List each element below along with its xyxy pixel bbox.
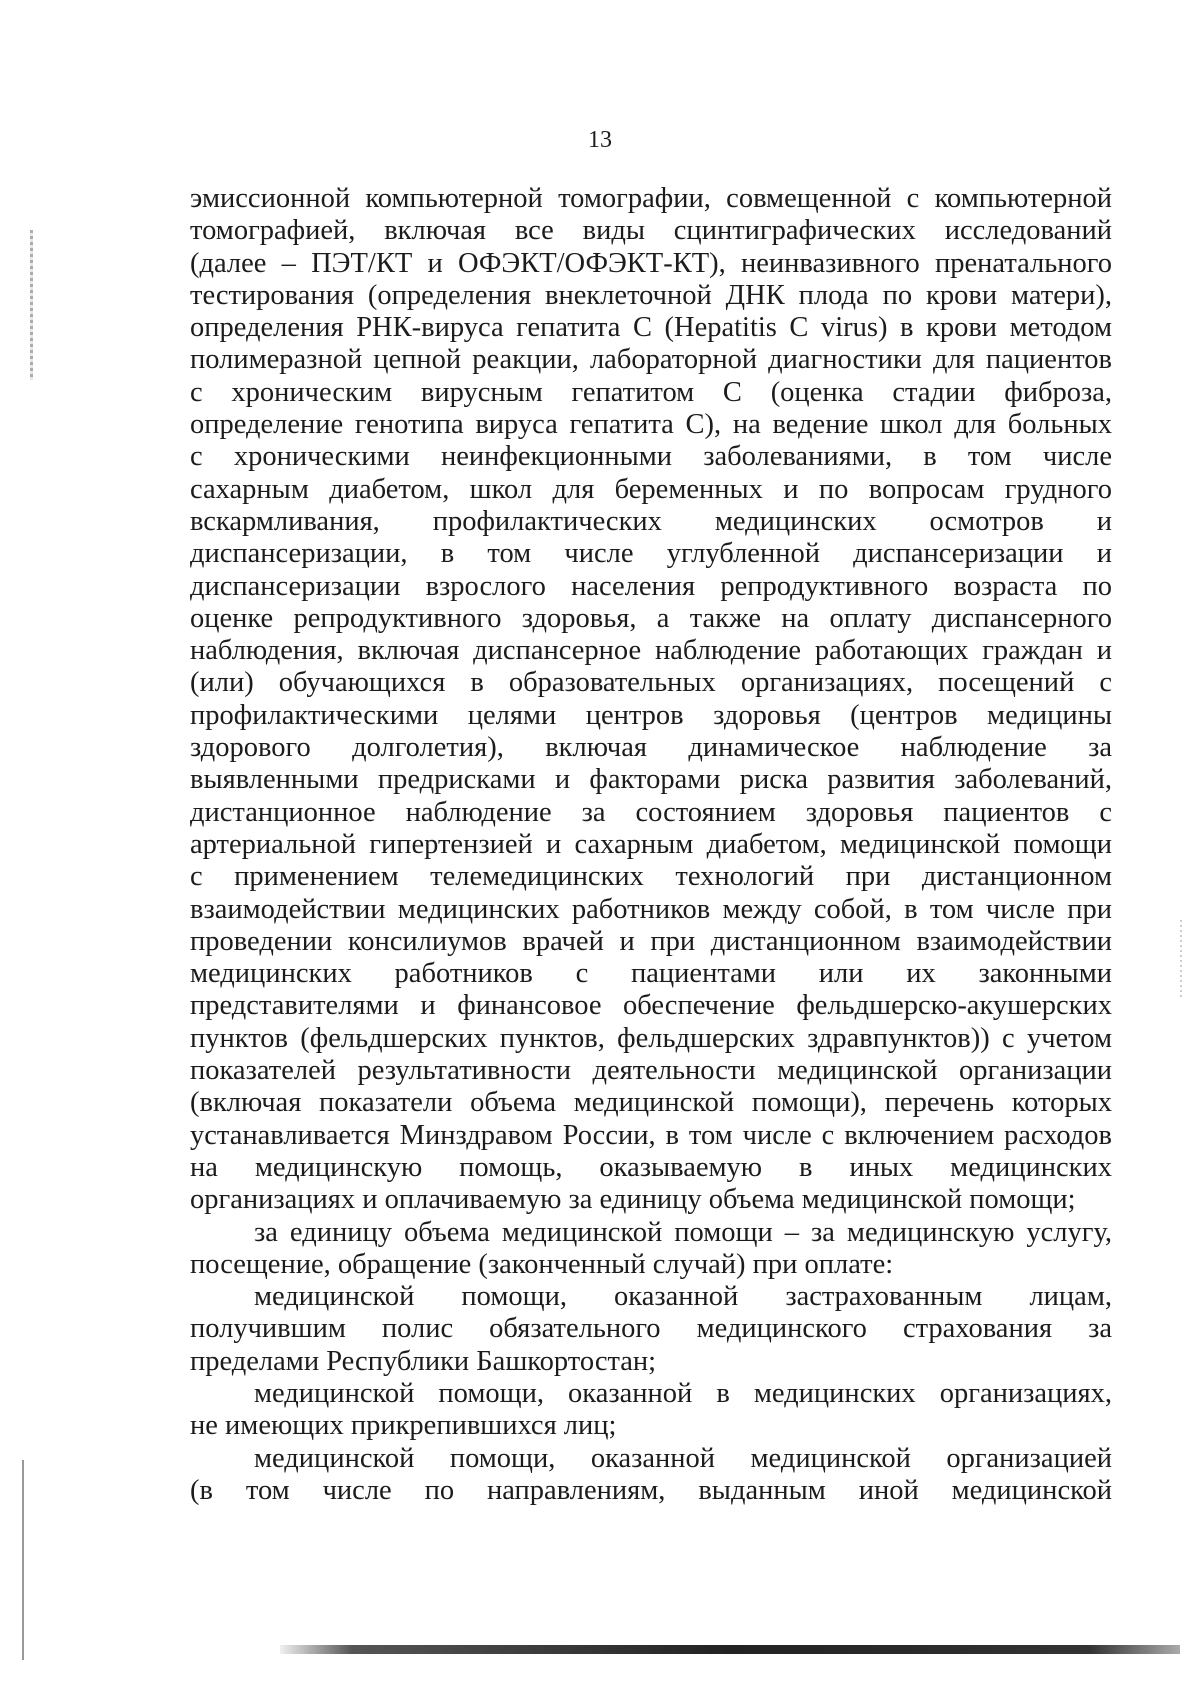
- text-line: с хроническими неинфекционными заболеваниями, в том числе: [190, 441, 1112, 473]
- text-line: (далее – ПЭТ/КТ и ОФЭКТ/ОФЭКТ-КТ), неинвазивного пренатального: [190, 247, 1112, 279]
- text-line: артериальной гипертензией и сахарным диабетом, медицинской помощи: [190, 828, 1112, 860]
- text-line: не имеющих прикрепившихся лиц;: [190, 1410, 617, 1442]
- text-line: с применением телемедицинских технологий при дистанционном: [190, 861, 1112, 893]
- text-line: определение генотипа вируса гепатита С), на ведение школ для больных: [190, 409, 1112, 441]
- text-line: полимеразной цепной реакции, лабораторной диагностики для пациентов: [190, 344, 1112, 376]
- text-line: томографией, включая все виды сцинтиграфических исследований: [190, 215, 1112, 247]
- text-line: выявленными предрисками и факторами риска развития заболеваний,: [190, 764, 1112, 796]
- text-line: здорового долголетия), включая динамическое наблюдение за: [190, 732, 1112, 764]
- text-line: наблюдения, включая диспансерное наблюдение работающих граждан и: [190, 635, 1112, 667]
- scan-artifact-bottom-rule: [280, 1645, 1180, 1654]
- text-line: медицинской помощи, оказанной в медицинских организациях,: [254, 1377, 1112, 1409]
- text-line: определения РНК-вируса гепатита С (Hepatitis C virus) в крови методом: [190, 312, 1112, 344]
- text-line: медицинских работников с пациентами или их законными: [190, 958, 1112, 990]
- text-line: показателей результативности деятельности медицинской организации: [190, 1055, 1112, 1087]
- text-line: проведении консилиумов врачей и при дистанционном взаимодействии: [190, 925, 1112, 957]
- text-line: получившим полис обязательного медицинского страхования за: [190, 1313, 1112, 1345]
- text-line: с хроническим вирусным гепатитом С (оценка стадии фиброза,: [190, 376, 1112, 408]
- text-line: (в том числе по направлениям, выданным иной медицинской: [190, 1474, 1112, 1506]
- text-line: организациях и оплачиваемую за единицу объема медицинской помощи;: [190, 1184, 1076, 1216]
- text-line: профилактическими целями центров здоровья (центров медицины: [190, 699, 1112, 731]
- text-line: диспансеризации взрослого населения репродуктивного возраста по: [190, 570, 1112, 602]
- text-line: взаимодействии медицинских работников между собой, в том числе при: [190, 893, 1112, 925]
- text-line: (или) обучающихся в образовательных организациях, посещений с: [190, 667, 1112, 699]
- scan-artifact-left-rule: [22, 1460, 24, 1660]
- text-line: медицинской помощи, оказанной застрахованным лицам,: [254, 1281, 1112, 1313]
- page-number: 13: [588, 127, 612, 153]
- text-line: медицинской помощи, оказанной медицинской организацией: [254, 1442, 1112, 1474]
- text-line: дистанционное наблюдение за состоянием здоровья пациентов с: [190, 796, 1112, 828]
- text-line: сахарным диабетом, школ для беременных и по вопросам грудного: [190, 473, 1112, 505]
- text-line: на медицинскую помощь, оказываемую в иных медицинских: [190, 1151, 1112, 1183]
- text-line: вскармливания, профилактических медицинских осмотров и: [190, 505, 1112, 537]
- text-line: за единицу объема медицинской помощи – за медицинскую услугу,: [254, 1216, 1112, 1248]
- text-line: пунктов (фельдшерских пунктов, фельдшерских здравпунктов)) с учетом: [190, 1022, 1112, 1054]
- text-line: устанавливается Минздравом России, в том числе с включением расходов: [190, 1119, 1112, 1151]
- text-line: тестирования (определения внеклеточной ДНК плода по крови матери),: [190, 279, 1112, 311]
- text-line: представителями и финансовое обеспечение фельдшерско-акушерских: [190, 990, 1112, 1022]
- text-line: эмиссионной компьютерной томографии, совмещенной с компьютерной: [190, 183, 1112, 214]
- text-line: (включая показатели объема медицинской помощи), перечень которых: [190, 1087, 1112, 1119]
- scan-artifact-left: [30, 230, 33, 380]
- text-line: оценке репродуктивного здоровья, а также на оплату диспансерного: [190, 602, 1112, 634]
- text-line: посещение, обращение (законченный случай) при оплате:: [190, 1248, 894, 1280]
- body-text: [190, 183, 1112, 1507]
- scan-artifact-right: [1180, 920, 1182, 1000]
- text-line: диспансеризации, в том числе углубленной диспансеризации и: [190, 538, 1112, 570]
- text-line: пределами Республики Башкортостан;: [190, 1345, 657, 1377]
